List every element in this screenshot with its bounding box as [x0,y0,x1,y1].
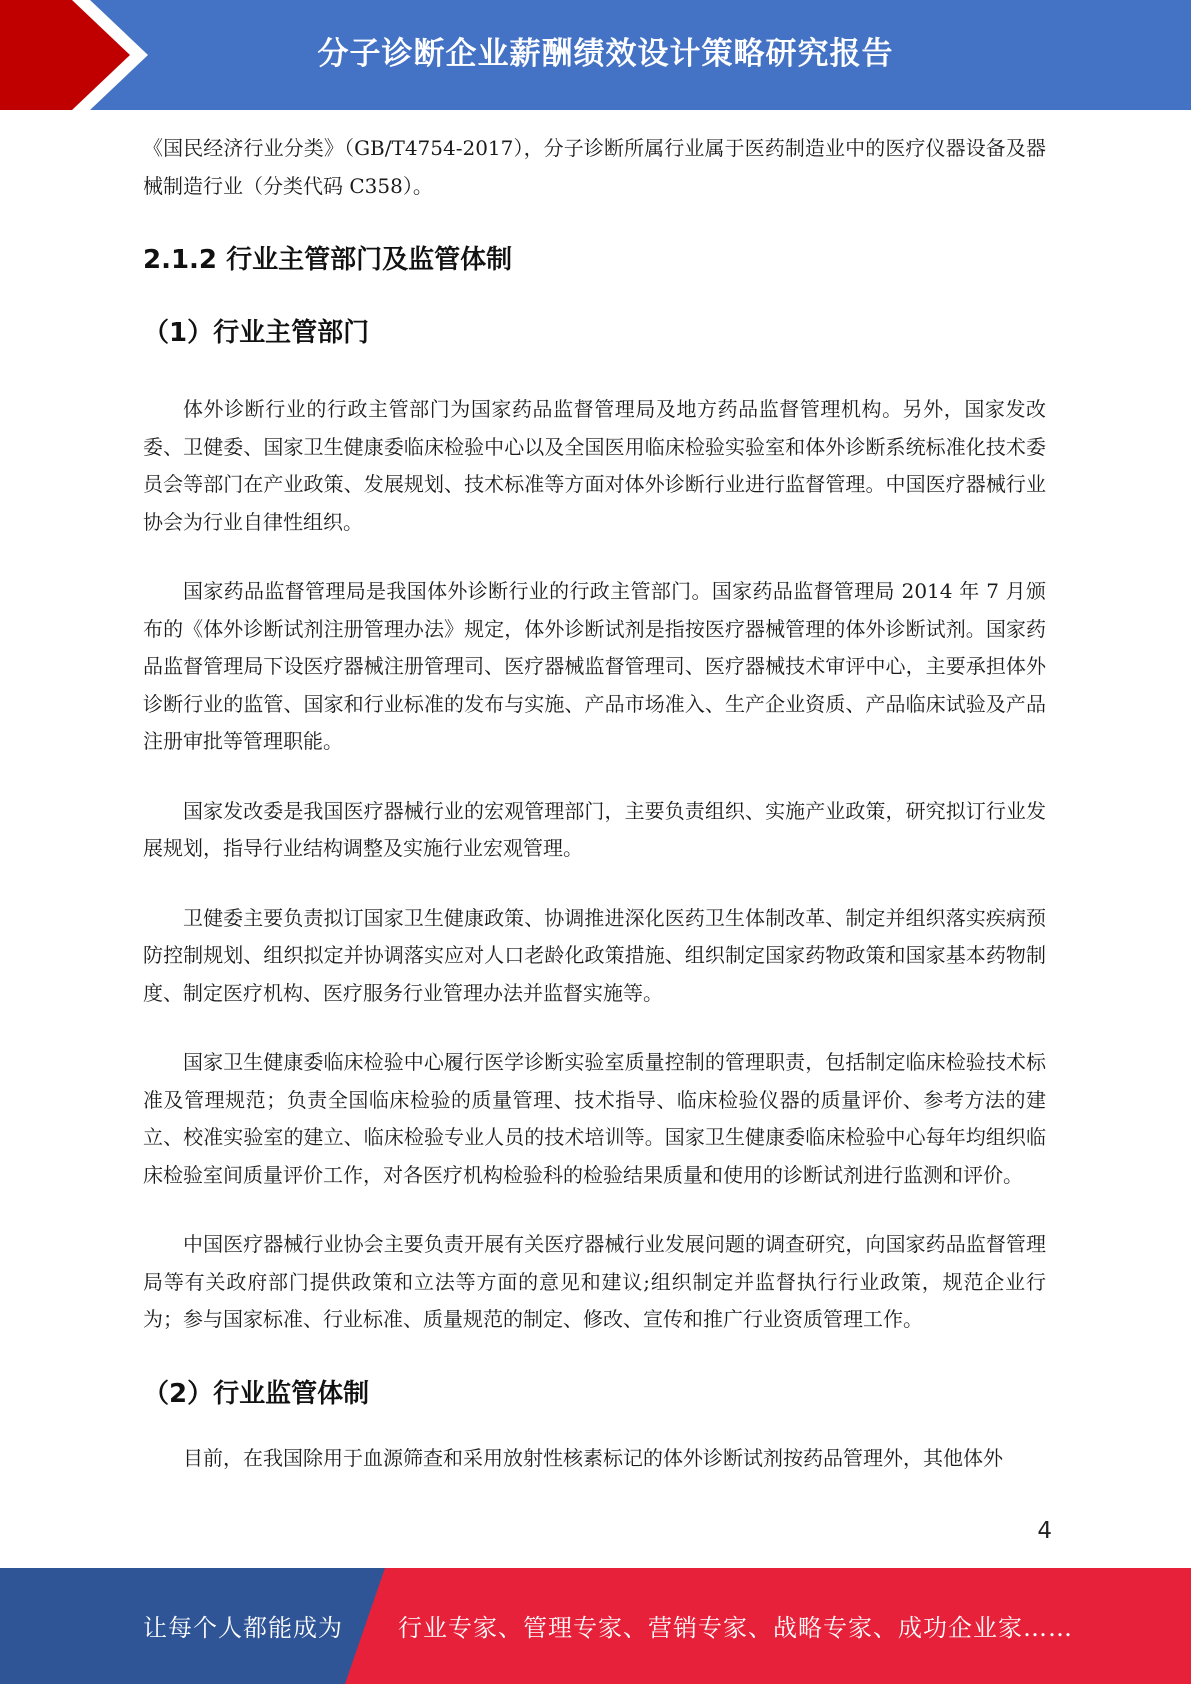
subsection-heading-2: （2）行业监管体制 [143,1378,370,1409]
footer-slogan-left: 让每个人都能成为 [143,1614,343,1642]
subsection-heading-1: （1）行业主管部门 [143,318,370,348]
section-heading: 2.1.2 行业主管部门及监管体制 [143,245,513,275]
header-title: 分子诊断企业薪酬绩效设计策略研究报告 [317,36,894,72]
footer-slogan-right: 行业专家、管理专家、营销专家、战略专家、成功企业家…… [398,1614,1073,1642]
intro-paragraph: 《国民经济行业分类》（GB/T4754-2017），分子诊断所属行业属于医药制造业中的医疗仪器设备及器械制造行业（分类代码 C358）。 [143,136,1046,198]
paragraph: 国家发改委是我国医疗器械行业的宏观管理部门，主要负责组织、实施产业政策，研究拟订行业发展规划，指导行业结构调整及实施行业宏观管理。 [143,798,1046,860]
paragraph: 中国医疗器械行业协会主要负责开展有关医疗器械行业发展问题的调查研究，向国家药品监督管理局等有关政府部门提供政策和立法等方面的意见和建议;组织制定并监督执行行业政策，规范企业行为；参与国家标准、行业标准、质量规范的制定、修改、宣传和推广行业资质管理工作。 [143,1232,1046,1331]
page-header [0,0,1191,110]
paragraph: 体外诊断行业的行政主管部门为国家药品监督管理局及地方药品监督管理机构。另外，国家发改委、卫健委、国家卫生健康委临床检验中心以及全国医用临床检验实验室和体外诊断系统标准化技术委员会等部门在产业政策、发展规划、技术标准等方面对体外诊断行业进行监督管理。中国医疗器械行业协会为行业自律性组织。 [143,397,1046,534]
paragraph: 卫健委主要负责拟订国家卫生健康政策、协调推进深化医药卫生体制改革、制定并组织落实疾病预防控制规划、组织拟定并协调落实应对人口老龄化政策措施、组织制定国家药物政策和国家基本药物制度、制定医疗机构、医疗服务行业管理办法并监督实施等。 [143,905,1046,1005]
paragraph: 目前，在我国除用于血源筛查和采用放射性核素标记的体外诊断试剂按药品管理外，其他体外 [183,1445,1003,1470]
paragraph: 国家药品监督管理局是我国体外诊断行业的行政主管部门。国家药品监督管理局 2014 年 7 月颁布的《体外诊断试剂注册管理办法》规定，体外诊断试剂是指按医疗器械管理的体外诊断试剂。国家药品监督管理局下设医疗器械注册管理司、医疗器械监督管理司、医疗器械技术审评中心，主要承担体外诊断行业的监管、国家和行业标准的发布与实施、产品市场准入、生产企业资质、产品临床试验及产品注册审批等管理职能。 [143,579,1046,753]
paragraph: 国家卫生健康委临床检验中心履行医学诊断实验室质量控制的管理职责，包括制定临床检验技术标准及管理规范；负责全国临床检验的质量管理、技术指导、临床检验仪器的质量评价、参考方法的建立、校准实验室的建立、临床检验专业人员的技术培训等。国家卫生健康委临床检验中心每年均组织临床检验室间质量评价工作，对各医疗机构检验科的检验结果质量和使用的诊断试剂进行监测和评价。 [143,1050,1046,1187]
page-number: 4 [1037,1518,1052,1544]
page-footer [0,1568,1191,1684]
document-body [143,130,1046,1477]
